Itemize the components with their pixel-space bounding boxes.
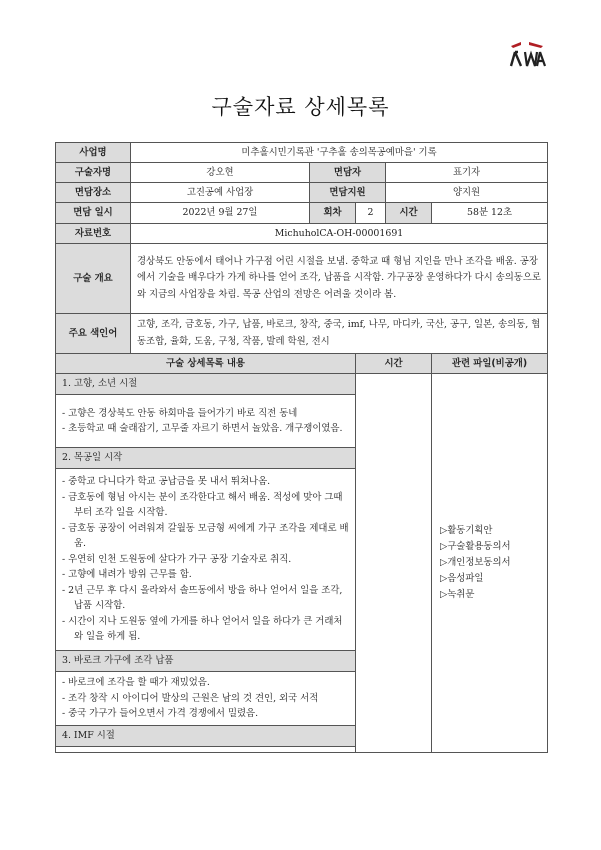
keywords-label: 주요 색인어 [56, 314, 131, 354]
list-item: - 조각 창작 시 아이디어 발상의 근원은 남의 것 견인, 외국 서적 [62, 692, 319, 704]
keywords-value: 고향, 조각, 금호동, 가구, 납품, 바로크, 창작, 중국, imf, 나무, 마디카, 국산, 공구, 일본, 송의동, 협동조합, 율화, 도움, 구청, 작품, 발레 학원, 전시 [131, 314, 548, 354]
list-item: - 중국 가구가 들어오면서 가격 경쟁에서 밀렸음. [62, 708, 259, 720]
list-item: - 우연히 인천 도원동에 살다가 가구 공장 기술자로 취직. [62, 553, 292, 565]
id-value: MichuholCA-OH-00001691 [131, 224, 548, 244]
date-label: 면담 일시 [56, 203, 131, 224]
file-link[interactable]: ▷개인정보동의서 [440, 557, 511, 568]
section-items-3 [56, 672, 356, 726]
file-link[interactable]: ▷활동기획안 [440, 525, 493, 536]
file-link[interactable]: ▷구술활용동의서 [440, 541, 511, 552]
document-title: 구술자료 상세목록 [211, 95, 390, 119]
section-title-1: 1. 고향, 소년 시절 [56, 374, 356, 395]
toc-time-header: 시간 [356, 354, 432, 374]
narrator-value: 강오현 [131, 163, 310, 183]
list-item: - 바로크에 조각을 할 때가 재밌었음. [62, 677, 210, 689]
toc-files-header: 관련 파일(비공개) [432, 354, 548, 374]
section-title-3: 3. 바로크 가구에 조각 납품 [56, 651, 356, 672]
oral-history-table [55, 142, 548, 753]
list-item: - 초등학교 때 술래잡기, 고무줄 자르기 하면서 놀았음. 개구쟁이였음. [62, 423, 343, 434]
list-item: - 2년 근무 후 다시 올라와서 솔뜨동에서 방을 하나 얻어서 일을 조각, 납품 시작함. [62, 584, 343, 612]
time-value: 58분 12초 [432, 203, 548, 224]
file-link[interactable]: ▷녹취문 [440, 589, 475, 600]
section-items-2 [56, 469, 356, 651]
list-item: - 고향에 내려가 방위 근무를 함. [62, 569, 192, 581]
time-label: 시간 [386, 203, 432, 224]
interviewer-label: 면담자 [310, 163, 386, 183]
section-title-4: 4. IMF 시절 [56, 726, 356, 747]
session-value: 2 [356, 203, 386, 224]
date-value: 2022년 9월 27일 [131, 203, 310, 224]
project-label: 사업명 [56, 143, 131, 163]
section-items-4 [56, 747, 356, 753]
list-item: - 고향은 경상북도 안동 하회마을 들어가기 바로 직전 동네 [62, 407, 298, 419]
id-label: 자료번호 [56, 224, 131, 244]
narrator-label: 구술자명 [56, 163, 131, 183]
interviewer-value: 표기자 [386, 163, 548, 183]
time-column [356, 374, 432, 753]
related-files-cell [432, 374, 548, 753]
toc-content-header: 구술 상세목록 내용 [56, 354, 356, 374]
list-item: - 금호동에 형님 아시는 분이 조각한다고 해서 배움. 적성에 맞아 그때부터 조각 일을 시작함. [62, 491, 343, 519]
project-value: 미추홀시민기록관 '구추홀 송의목공예마을' 기록 [131, 143, 548, 163]
list-item: - 시간이 지나 도원동 옆에 가게를 하나 얻어서 일을 하다가 큰 거래처와 일을 하게 됨. [62, 615, 343, 643]
section-title-2: 2. 목공일 시작 [56, 448, 356, 469]
assistant-value: 양지원 [386, 183, 548, 203]
list-item: - 금호동 공장이 어려워져 갈월동 모금형 씨에게 가구 조각을 제대로 배움. [62, 522, 349, 550]
assistant-label: 면담지원 [310, 183, 386, 203]
archive-logo [507, 40, 547, 68]
session-label: 회차 [310, 203, 356, 224]
summary-value: 경상북도 안동에서 태어나 가구점 어린 시절을 보냄. 중학교 때 형님 지인을 만나 조각을 배움. 공장에서 기술을 배우다가 가게 하나를 얻어 조각, 납품을 시작함. 가구공장 운영하다가 다시 송의동으로 와 지금의 사업장을 차림. 목공 산업의 전망은 어려울 것이라 봄. [131, 244, 548, 314]
summary-label: 구술 개요 [56, 244, 131, 314]
place-value: 고진공예 사업장 [131, 183, 310, 203]
section-items-1 [56, 395, 356, 448]
file-link[interactable]: ▷음성파일 [440, 573, 484, 584]
list-item: - 중학교 다니다가 학교 공납금을 못 내서 뛰쳐나옴. [62, 476, 271, 488]
place-label: 면담장소 [56, 183, 131, 203]
